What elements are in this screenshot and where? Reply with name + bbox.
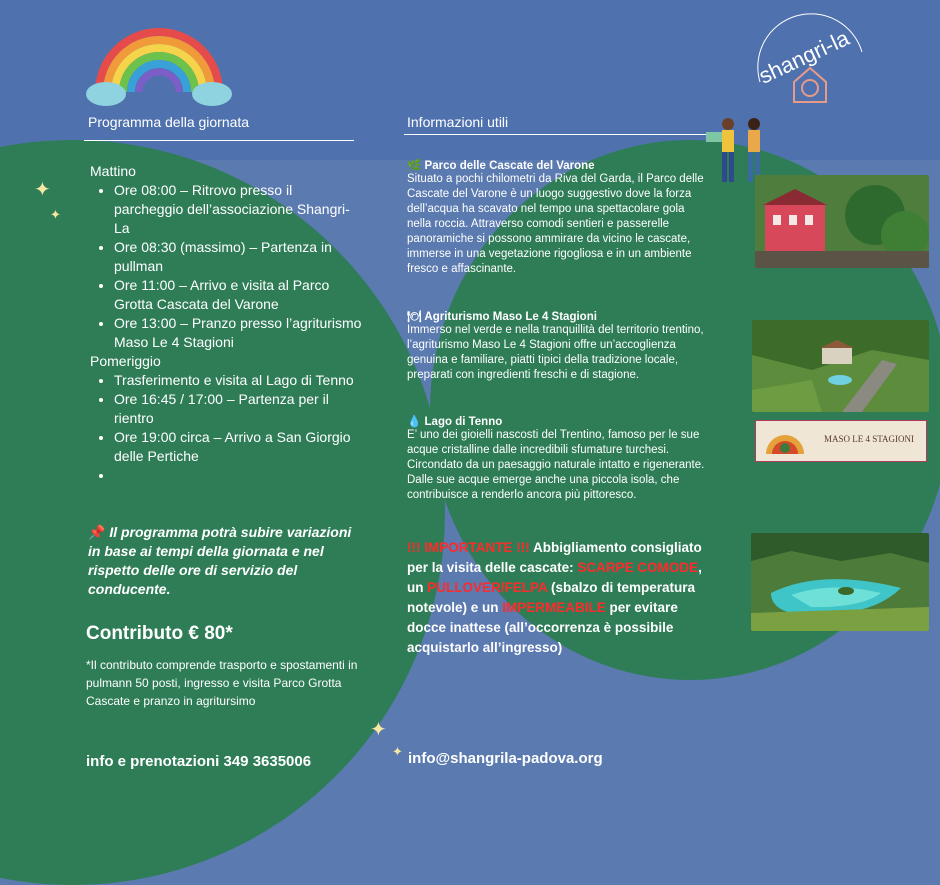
sparkle-icon: ✦ <box>50 207 61 222</box>
list-item: • Ore 13:00 – Pranzo presso l’agriturismo Maso Le 4 Stagioni <box>114 314 362 352</box>
info-varone <box>407 158 707 277</box>
plate-icon: 🍽 <box>407 311 422 323</box>
info-text: Situato a pochi chilometri da Riva del Garda, il Parco delle Cascate del Varone è un luogo suggestivo dove la forza dell’acqua ha scavato nel tempo una spettacolare gola nella roccia. Attraverso comodi sentieri e passerelle panoramiche si possono ammirare da vicino le cascate, immerse in una vegetazione rigogliosa e in un ambiente fresco e affascinante. <box>407 173 704 275</box>
sparkle-icon: ✦ <box>370 719 387 741</box>
rainbow-illustration <box>84 12 234 112</box>
info-title: 💧 Lago di Tenno <box>407 416 503 428</box>
maso-logo <box>755 420 927 462</box>
list-item: • Ore 19:00 circa – Arrivo a San Giorgio delle Pertiche <box>114 428 362 466</box>
program-note <box>88 523 356 599</box>
header-program: Programma della giornata <box>88 114 250 130</box>
header-info: Informazioni utili <box>407 114 509 130</box>
important-tag: !!! IMPORTANTE !!! <box>407 540 530 555</box>
highlight-pullover: PULLOVER/FELPA <box>427 580 548 595</box>
afternoon-title: Pomeriggio <box>90 353 161 369</box>
afternoon-list <box>90 371 362 485</box>
info-maso <box>407 309 707 383</box>
sparkle-icon: ✦ <box>392 744 403 759</box>
svg-text:shangri-la: shangri-la <box>754 25 854 89</box>
leaf-icon: 🌿 <box>407 160 422 172</box>
morning-title: Mattino <box>90 163 136 179</box>
info-text: E’ uno dei gioielli nascosti del Trentino, famoso per le sue acque cristalline dalle incredibili sfumature turchesi. Circondato da un paesaggio naturale intatto e rigenerante. Dalle sue acque emerge anche una piccola isola, che contribuisce a renderlo ancora più pittoresco. <box>407 429 705 501</box>
sparkle-icon: ✦ <box>34 179 51 201</box>
list-item: • Ore 08:30 (massimo) – Partenza in pullman <box>114 238 362 276</box>
list-item <box>114 466 362 485</box>
program-note-text: Il programma potrà subire variazioni in base ai tempi della giornata e nel rispetto delle ore di servizio del conducente. <box>88 524 352 597</box>
highlight-shoes: SCARPE COMODE <box>577 560 699 575</box>
varone-photo <box>755 175 929 268</box>
morning-list <box>90 181 362 352</box>
maso-photo <box>752 320 929 412</box>
tenno-photo <box>751 533 929 631</box>
pin-icon: 📌 <box>88 524 106 540</box>
info-tenno <box>407 414 707 503</box>
header-program-line <box>84 140 354 141</box>
info-title: 🌿 Parco delle Cascate del Varone <box>407 160 595 172</box>
maso-logo-text: MASO LE 4 STAGIONI <box>824 434 915 444</box>
maso-photo-art <box>752 320 929 412</box>
droplet-icon: 💧 <box>407 416 422 428</box>
list-item: • Ore 16:45 / 17:00 – Partenza per il rientro <box>114 390 362 428</box>
maso-logo-emblem <box>762 424 808 458</box>
important-notice: !!! IMPORTANTE !!! Abbigliamento consigliato per la visita delle cascate: SCARPE COMODE, un PULLOVER/FELPA (sbalzo di temperatura notevole) e un IMPERMEABILE per evitare docce inattese (all’occorrenza è possibile acquistarlo all’ingresso) <box>407 540 702 655</box>
contribution-title: Contributo € 80* <box>86 623 233 644</box>
shangri-la-logo <box>746 12 876 107</box>
info-text: Immerso nel verde e nella tranquillità del territorio trentino, l’agriturismo Maso Le 4 Stagioni offre un’accoglienza genuina e familiare, piatti tipici della tradizione locale, preparati con ingredienti freschi e di stagione. <box>407 324 704 381</box>
schedule <box>90 162 362 485</box>
list-item: • Ore 08:00 – Ritrovo presso il parcheggio dell’associazione Shangri-La <box>114 181 362 238</box>
contribution-footnote: *Il contributo comprende trasporto e spostamenti in pulmann 50 posti, ingresso e visita Parco Grotta Cascate e pranzo in agritursimo <box>86 658 358 708</box>
info-title: 🍽 Agriturismo Maso Le 4 Stagioni <box>407 311 597 323</box>
list-item: • Ore 11:00 – Arrivo e visita al Parco Grotta Cascata del Varone <box>114 276 362 314</box>
varone-photo-art <box>755 175 929 268</box>
header-info-line <box>404 134 714 135</box>
list-item: • Trasferimento e visita al Lago di Tenno <box>114 371 362 390</box>
tenno-photo-art <box>751 533 929 631</box>
highlight-raincoat: IMPERMEABILE <box>502 600 606 615</box>
footer-email[interactable]: info@shangrila-padova.org <box>408 750 603 767</box>
footer-phone: info e prenotazioni 349 3635006 <box>86 753 312 770</box>
